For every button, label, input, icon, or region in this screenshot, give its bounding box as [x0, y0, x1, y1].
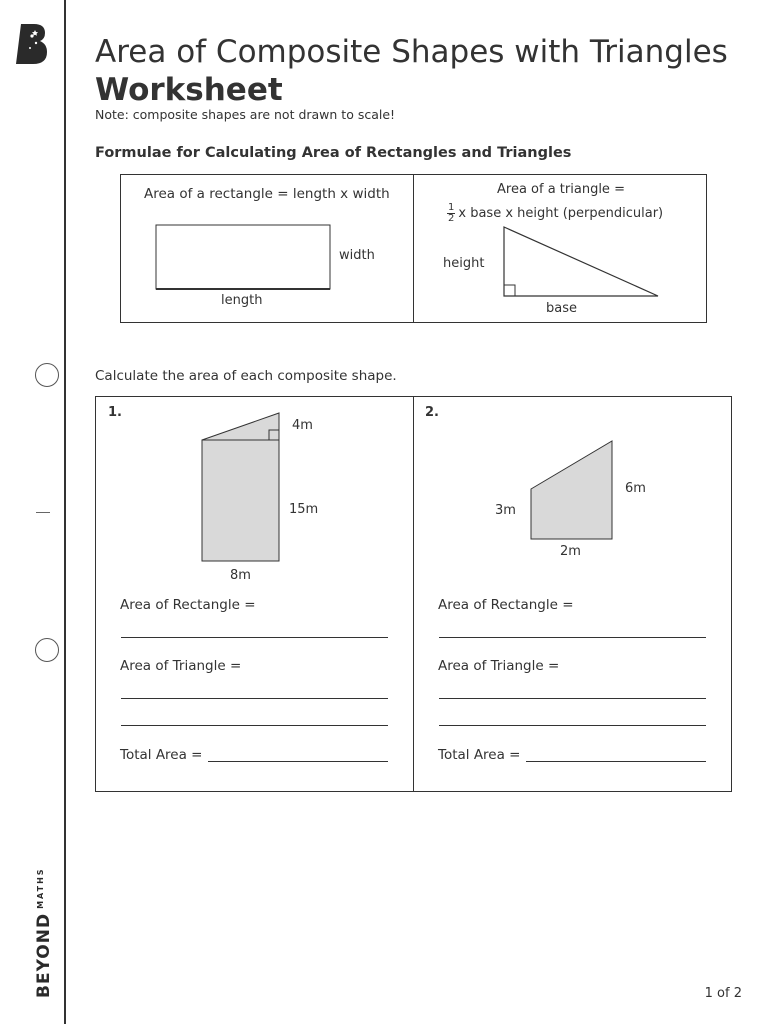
question-2-label-2m: 2m	[560, 544, 581, 559]
question-1-total-area: Total Area =	[120, 747, 203, 763]
question-2-answer-line-triangle-2[interactable]	[439, 725, 706, 726]
b-logo-icon	[14, 22, 50, 66]
formulae-divider	[413, 175, 414, 322]
questions-box	[95, 396, 732, 792]
question-2-shape	[529, 439, 615, 541]
half-fraction	[447, 203, 455, 224]
punch-hole-bottom	[35, 638, 59, 662]
center-tick	[36, 512, 50, 513]
instructions: Calculate the area of each composite shape.	[95, 368, 397, 384]
question-1-area-triangle: Area of Triangle =	[120, 658, 242, 674]
triangle-base-label: base	[546, 301, 577, 316]
punch-hole-top	[35, 363, 59, 387]
question-2-number: 2.	[425, 405, 439, 420]
rectangle-length-label: length	[221, 293, 263, 308]
rectangle-diagram	[155, 224, 333, 292]
brand-suffix: MATHS	[36, 867, 45, 909]
triangle-formula-line2-wrap	[447, 203, 663, 224]
question-1-answer-line-triangle-1[interactable]	[121, 698, 388, 699]
question-2-area-triangle: Area of Triangle =	[438, 658, 560, 674]
rectangle-formula: Area of a rectangle = length x width	[144, 186, 390, 202]
page-number: 1 of 2	[704, 986, 742, 1001]
question-2-label-3m: 3m	[495, 503, 516, 518]
question-2-answer-line-triangle-1[interactable]	[439, 698, 706, 699]
question-1-area-rectangle: Area of Rectangle =	[120, 597, 256, 613]
triangle-diagram	[491, 225, 661, 301]
question-1-label-4m: 4m	[292, 418, 313, 433]
question-2-answer-line-total[interactable]	[526, 761, 706, 762]
formulae-box	[120, 174, 707, 323]
question-1-answer-line-triangle-2[interactable]	[121, 725, 388, 726]
brand-vertical	[34, 867, 54, 998]
fraction-denominator: 2	[448, 213, 455, 224]
question-2-answer-line-rectangle[interactable]	[439, 637, 706, 638]
margin-line	[64, 0, 66, 1024]
question-1-number: 1.	[108, 405, 122, 420]
triangle-height-label: height	[443, 256, 485, 271]
rectangle-width-label: width	[339, 248, 375, 263]
question-2-label-6m: 6m	[625, 481, 646, 496]
formulae-heading: Formulae for Calculating Area of Rectangles and Triangles	[95, 145, 572, 161]
question-1-label-15m: 15m	[289, 502, 319, 517]
questions-divider	[413, 397, 414, 791]
question-2-total-area: Total Area =	[438, 747, 521, 763]
scale-note: Note: composite shapes are not drawn to scale!	[95, 107, 396, 122]
brand-name: BEYOND	[34, 912, 54, 998]
triangle-formula-line1: Area of a triangle =	[497, 182, 625, 197]
page-subtitle: Worksheet	[95, 72, 283, 108]
question-2-area-rectangle: Area of Rectangle =	[438, 597, 574, 613]
page-title: Area of Composite Shapes with Triangles	[95, 34, 728, 70]
question-1-label-8m: 8m	[230, 568, 251, 583]
question-1-answer-line-total[interactable]	[208, 761, 388, 762]
fraction-numerator: 1	[448, 202, 455, 213]
question-1-answer-line-rectangle[interactable]	[121, 637, 388, 638]
question-1-shape	[200, 411, 282, 563]
triangle-formula-line2: x base x height (perpendicular)	[458, 206, 664, 221]
